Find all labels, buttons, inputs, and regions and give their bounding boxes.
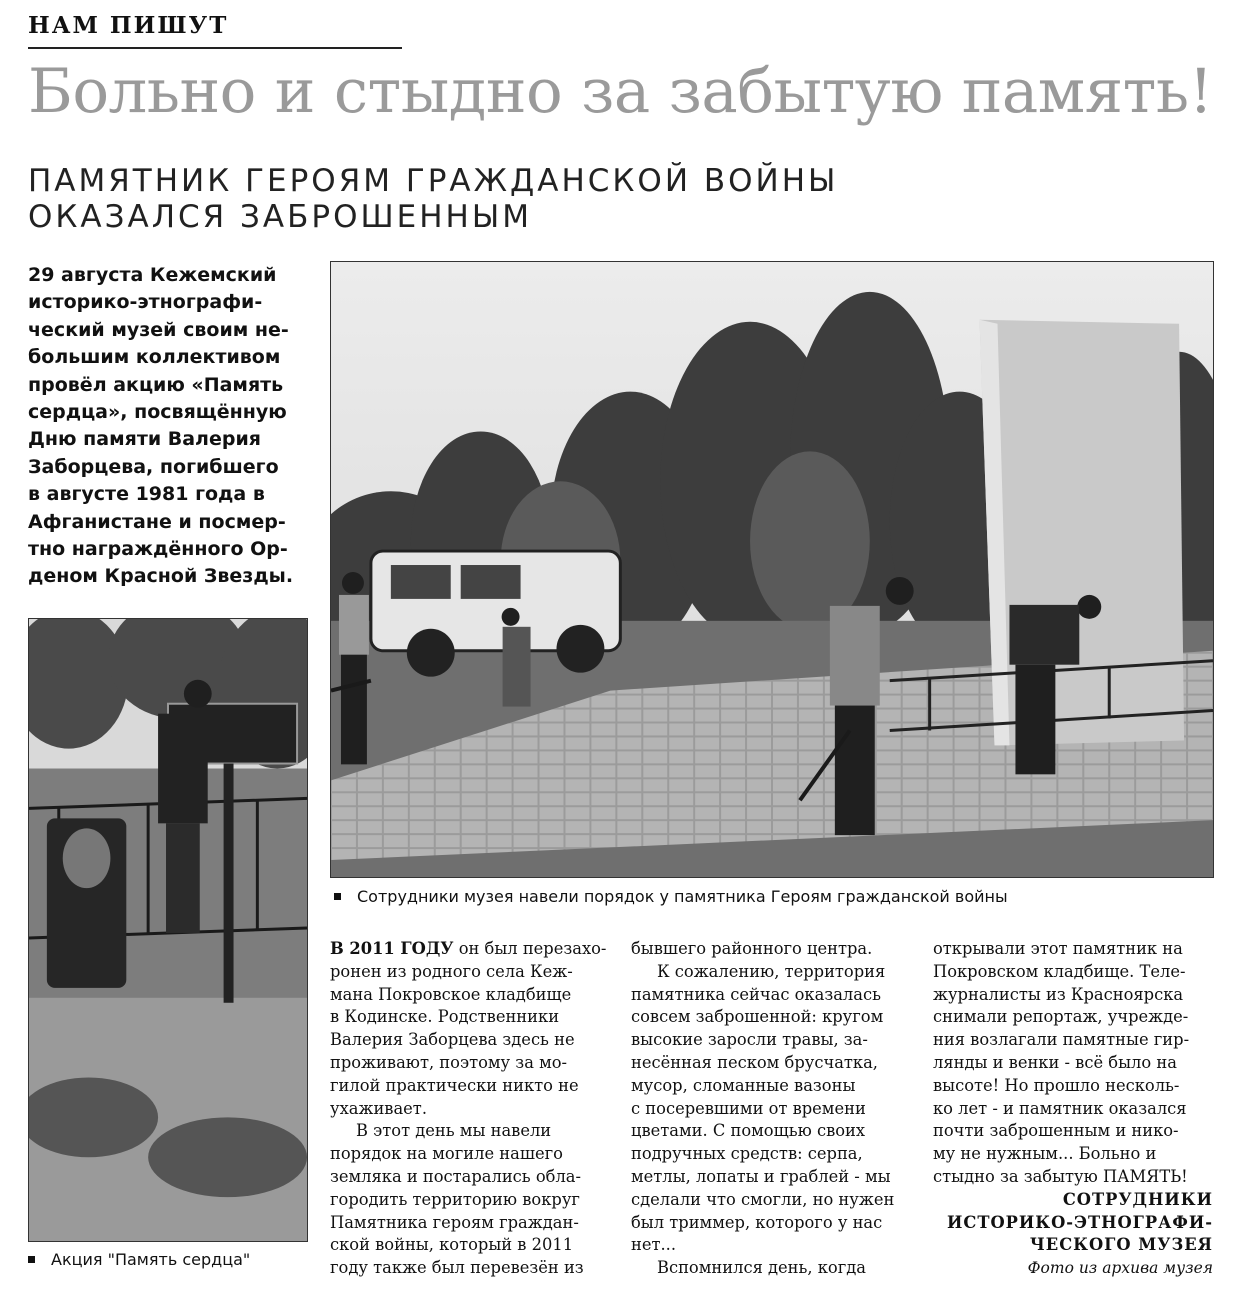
article-lead [28, 262, 313, 591]
lead-line: Дню памяти Валерия [28, 428, 261, 451]
body-line [330, 938, 610, 961]
signature-line: СОТРУДНИКИ [1062, 1189, 1213, 1209]
lead-line: ческий музей своим не- [28, 318, 289, 341]
body-line: памятника сейчас оказалась [631, 984, 881, 1004]
body-line: Валерия Заборцева здесь не [330, 1030, 575, 1050]
article-headline: Больно и стыдно за забытую память! [28, 56, 1213, 127]
body-line: Покровском кладбище. Теле- [933, 961, 1186, 981]
body-line: был триммер, которого у нас [631, 1212, 883, 1232]
main-photo-caption-text: Сотрудники музея навели порядок у памятника Героям гражданской войны [357, 887, 1008, 906]
body-column-2 [631, 938, 911, 1280]
body-line: земляка и постарались обла- [330, 1166, 581, 1186]
body-line: В этот день мы навели [356, 1121, 552, 1141]
body-line-rest: он был перезахо- [453, 939, 607, 958]
body-line: в Кодинске. Родственники [330, 1007, 560, 1027]
body-line: высокие заросли травы, за- [631, 1030, 868, 1050]
body-line: ской войны, который в 2011 [330, 1235, 574, 1255]
body-line: городить территорию вокруг [330, 1189, 580, 1209]
photo-credit: Фото из архива музея [1027, 1259, 1213, 1278]
body-line: проживают, поэтому за мо- [330, 1052, 568, 1072]
body-line: с посеревшими от времени [631, 1098, 866, 1118]
body-line: гилой практически никто не [330, 1075, 579, 1095]
body-line: ния возлагали памятные гир- [933, 1030, 1190, 1050]
body-line: сделали что смогли, но нужен [631, 1189, 895, 1209]
lead-in: В 2011 ГОДУ [330, 939, 454, 958]
lead-line: в августе 1981 года в [28, 483, 265, 506]
signature-line: ЧЕСКОГО МУЗЕЯ [1029, 1235, 1213, 1255]
body-line: году также был перевезён из [330, 1258, 584, 1278]
body-line: ухаживает. [330, 1098, 427, 1118]
body-line: журналисты из Красноярска [933, 984, 1184, 1004]
body-column-3 [933, 938, 1213, 1280]
body-line: бывшего районного центра. [631, 939, 873, 958]
body-line: ко лет - и памятник оказался [933, 1098, 1187, 1118]
rubric-divider [28, 47, 402, 49]
body-line: мана Покровское кладбище [330, 984, 572, 1004]
body-line: ронен из родного села Кеж- [330, 961, 573, 981]
body-line: несённая песком брусчатка, [631, 1052, 878, 1072]
body-line: К сожалению, территория [657, 961, 886, 981]
lead-line: сердца», посвящённую [28, 401, 287, 424]
body-line: открывали этот памятник на [933, 939, 1183, 958]
body-line: совсем заброшенной: кругом [631, 1007, 884, 1027]
lead-line: деном Красной Звезды. [28, 565, 294, 588]
body-line: высоте! Но прошло несколь- [933, 1075, 1180, 1095]
lead-line: тно награждённого Ор- [28, 538, 288, 561]
side-photo [28, 618, 308, 1242]
body-line: му не нужным... Больно и [933, 1144, 1157, 1164]
body-line: снимали репортаж, учрежде- [933, 1007, 1189, 1027]
subheadline-line: ОКАЗАЛСЯ ЗАБРОШЕННЫМ [28, 199, 532, 235]
body-line: нет... [631, 1235, 677, 1255]
lead-line: Афганистане и посмер- [28, 510, 286, 533]
body-line: цветами. С помощью своих [631, 1121, 866, 1141]
lead-line: большим коллективом [28, 346, 281, 369]
body-line: стыдно за забытую ПАМЯТЬ! [933, 1166, 1188, 1186]
lead-line: провёл акцию «Память [28, 373, 284, 396]
body-line: подручных средств: серпа, [631, 1144, 863, 1164]
body-line: метлы, лопаты и граблей - мы [631, 1166, 891, 1186]
signature-line: ИСТОРИКО-ЭТНОГРАФИ- [947, 1212, 1213, 1232]
body-line: порядок на могиле нашего [330, 1144, 563, 1164]
side-photo-caption-text: Акция "Память сердца" [51, 1250, 251, 1269]
body-line: Памятника героям граждан- [330, 1212, 579, 1232]
subheadline-line: ПАМЯТНИК ГЕРОЯМ ГРАЖДАНСКОЙ ВОЙНЫ [28, 163, 839, 199]
lead-line: 29 августа Кежемский [28, 264, 277, 286]
main-photo [330, 261, 1214, 878]
body-line: почти заброшенным и нико- [933, 1121, 1179, 1141]
body-line: лянды и венки - всё было на [933, 1052, 1177, 1072]
main-photo-caption [334, 887, 1008, 906]
caption-bullet [334, 893, 341, 900]
article-subheadline [28, 163, 1028, 235]
body-line: мусор, сломанные вазоны [631, 1075, 856, 1095]
body-line: Вспомнился день, когда [657, 1258, 866, 1278]
caption-bullet [28, 1256, 35, 1263]
body-column-1 [330, 938, 610, 1280]
rubric: НАМ ПИШУТ [28, 12, 229, 39]
side-photo-caption [28, 1250, 250, 1269]
lead-line: Заборцева, погибшего [28, 455, 279, 478]
lead-line: историко-этнографи- [28, 291, 263, 314]
